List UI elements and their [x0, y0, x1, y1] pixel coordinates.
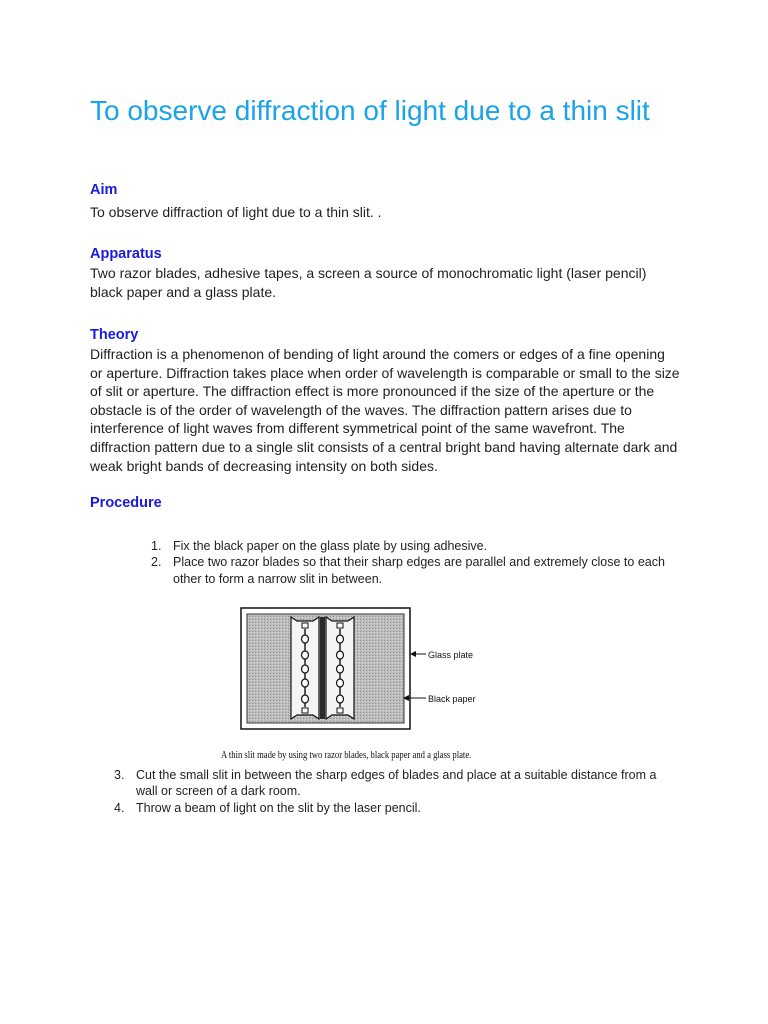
apparatus-text: Two razor blades, adhesive tapes, a screen a source of monochromatic light (laser pencil) black paper and a glass plate.: [90, 265, 647, 300]
figure-caption: A thin slit made by using two razor blades, black paper and a glass plate.: [221, 750, 472, 761]
procedure-heading: Procedure: [90, 495, 162, 511]
procedure-list-second: [114, 767, 681, 816]
black-paper-label: Black paper: [428, 694, 476, 704]
list-number: 2.: [151, 555, 162, 570]
razor-blade-right: [326, 617, 354, 719]
page-title: To observe diffraction of light due to a thin slit: [90, 95, 650, 126]
list-item: [114, 767, 681, 800]
list-number: 4.: [114, 800, 125, 815]
apparatus-heading: Apparatus: [90, 246, 162, 262]
theory-text: Diffraction is a phenomenon of bending of light around the comers or edges of a fine opening or aperture. Diffraction takes place when order of wavelength is comparable or small to the size of slit or aperture. The diffraction effect is more pronounced if the size of the aperture or the obstacle is of the order of wavelength of the waves. The diffraction pattern arises due to interference of light waves from different symmetrical point of the same wavefront. The diffraction pattern due to a single slit consists of a central bright band having alternate dark and weak bright bands of decreasing intensity on both sides.: [90, 346, 680, 474]
procedure-list-first: [151, 538, 678, 587]
list-text: Cut the small slit in between the sharp edges of blades and place at a suitable distance from a wall or screen of a dark room.: [136, 768, 657, 799]
aim-heading: Aim: [90, 182, 118, 198]
slit-diagram: [240, 607, 492, 732]
list-number: 1.: [151, 539, 162, 553]
aim-text: To observe diffraction of light due to a thin slit. .: [90, 204, 382, 220]
list-text: Throw a beam of light on the slit by the laser pencil.: [136, 800, 421, 815]
list-item: [114, 800, 681, 816]
slit-gap: [320, 617, 325, 719]
theory-heading: Theory: [90, 327, 139, 343]
list-item: [151, 538, 678, 554]
slit-figure: [240, 607, 492, 732]
glass-plate-label: Glass plate: [428, 650, 474, 660]
list-item: [151, 554, 678, 587]
list-text: Place two razor blades so that their sharp edges are parallel and extremely close to each other to form a narrow slit in between.: [173, 555, 665, 586]
list-text: Fix the black paper on the glass plate by using adhesive.: [173, 539, 488, 553]
razor-blade-left: [291, 617, 319, 719]
list-number: 3.: [114, 768, 125, 782]
